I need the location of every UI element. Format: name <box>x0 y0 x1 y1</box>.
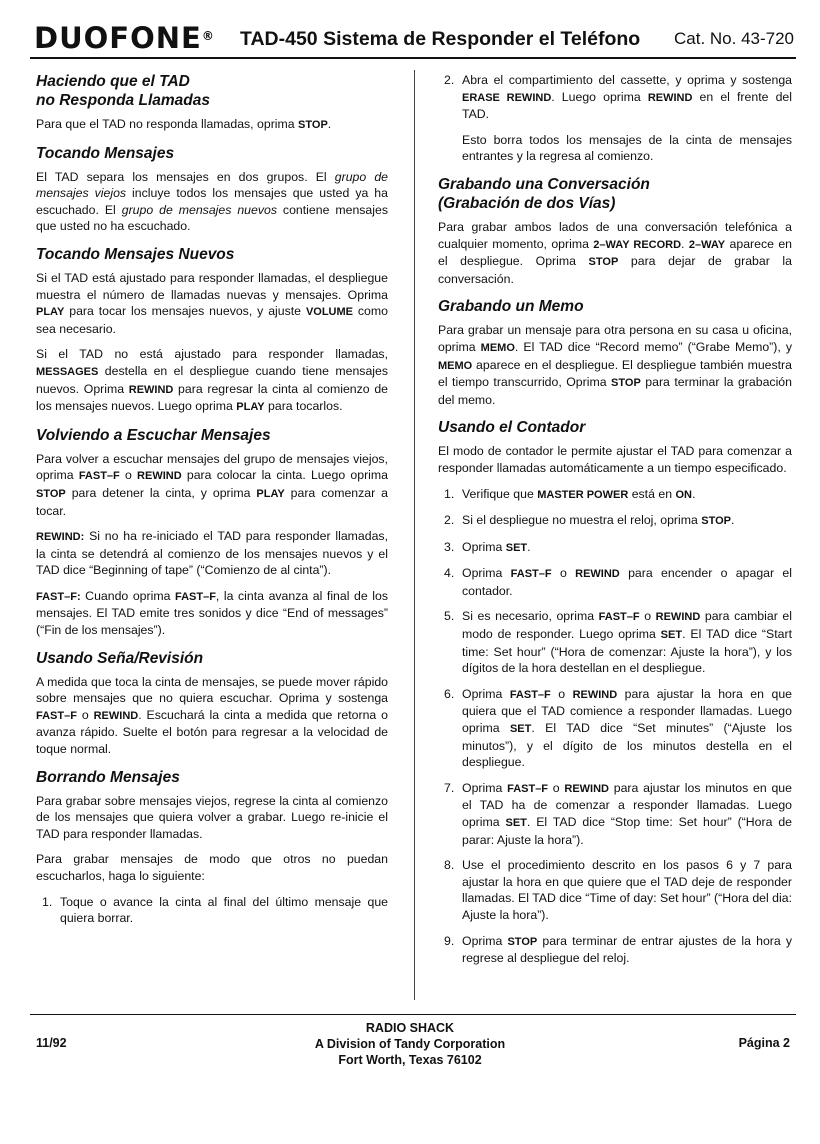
list-item: 6. Oprima FAST–F o REWIND para ajustar la hora en que quiera que el TAD comience a responder llamadas. Luego oprima SET. El TAD dice “Set minutes” (“Ajuste los minutos”), y el dígito de los minutos destella en el despliegue. <box>444 686 792 770</box>
footer-rule <box>30 1014 796 1015</box>
list-item: 5. Si es necesario, oprima FAST–F o REWIND para cambiar el modo de responder. Luego oprima SET. El TAD dice “Start time: Set hour” (“Hora de comenzar: Ajuste la hora”), y los dígitos de la hora destellan en el despliegue. <box>444 609 792 676</box>
paragraph: A medida que toca la cinta de mensajes, se puede mover rápido sobre mensajes que no quiera escuchar. Oprima y sostenga FAST–F o REWIND. Escuchará la cinta a medida que retorna o avanza rápido. Suelte el botón para regresar a la velocidad de toque normal. <box>36 674 388 757</box>
page-number: Página 2 <box>738 1036 790 1050</box>
left-column <box>36 72 388 937</box>
footer-date: 11/92 <box>36 1036 67 1050</box>
section-title: Grabando una Conversación (Grabación de dos Vías) <box>438 175 650 212</box>
steps-list <box>438 486 792 967</box>
list-item: 3. Oprima SET. <box>444 539 531 554</box>
document-title: TAD-450 Sistema de Responder el Teléfono <box>240 28 641 50</box>
catalog-number: Cat. No. 43-720 <box>673 29 794 48</box>
list-item: 2. Si el despliegue no muestra el reloj, oprima STOP. <box>444 513 735 528</box>
column-divider <box>414 70 415 1000</box>
section-new-messages <box>36 245 388 416</box>
paragraph: FAST–F: Cuando oprima FAST–F, la cinta avanza al final de los mensajes. El TAD emite tres sonidos y dice “End of messages” (“Fin de los mensajes”). <box>36 588 388 638</box>
paragraph: REWIND: Si no ha re-iniciado el TAD para responder llamadas, la cinta se detendrá al comienzo de los mensajes nuevos y el TAD dice “Beginning of tape” (“Comienzo de al cinta”). <box>36 529 388 578</box>
list-item: 2. Abra el compartimiento del cassette, y oprima y sostenga ERASE REWIND. Luego oprima REWIND en el frente del TAD. <box>444 73 792 122</box>
section-counter <box>438 418 792 966</box>
footer-company-address: Fort Worth, Texas 76102 <box>338 1053 482 1067</box>
section-title: Tocando Mensajes <box>36 144 175 162</box>
paragraph: Para grabar mensajes de modo que otros no puedan escucharlos, haga lo siguiente: <box>36 852 388 883</box>
section-cue-review <box>36 649 388 758</box>
section-no-answer <box>36 72 388 134</box>
paragraph: Si el TAD no está ajustado para responder llamadas, MESSAGES destella en el despliegue cuando tiene mensajes nuevos. Oprima REWIND para regresar la cinta al comienzo de los mensajes nuevos. Luego oprima PLAY para tocarlos. <box>36 347 388 414</box>
list-item: 8. Use el procedimiento descrito en los pasos 6 y 7 para ajustar la hora en que quiere que el TAD deje de responder llamadas. El TAD dice “Time of day: Set hour” (“Hora del dia: Ajuste la hora”). <box>444 858 792 922</box>
section-erasing-continued <box>438 72 792 165</box>
brand-name: DUOFONE <box>34 21 202 55</box>
section-title: Usando el Contador <box>438 419 586 437</box>
section-memo <box>438 297 792 408</box>
header-rule <box>30 57 796 59</box>
section-title: Grabando un Memo <box>438 298 584 316</box>
registered-mark: ® <box>201 29 215 43</box>
list-item: 1. Verifique que MASTER POWER está en ON. <box>444 486 696 501</box>
section-erasing-messages <box>36 768 388 927</box>
page-header <box>34 22 794 54</box>
section-replay-messages <box>36 426 388 639</box>
footer-company-name: RADIO SHACK <box>365 1021 455 1035</box>
paragraph: Esto borra todos los mensajes de la cinta de mensajes entrantes y la regresa al comienzo. <box>462 132 792 164</box>
list-item: 1. Toque o avance la cinta al final del último mensaje que quiera borrar. <box>42 894 388 926</box>
paragraph: Para grabar un mensaje para otra persona en su casa u oficina, oprima MEMO. El TAD dice “Record memo” (“Grabe Memo”), y MEMO aparece en el despliegue. El despliegue también muestra el tiempo transcurrido, Oprima STOP para terminar la grabación del memo. <box>438 323 792 407</box>
section-title: Haciendo que el TAD no Responda Llamadas <box>36 73 210 109</box>
right-column <box>438 72 792 977</box>
paragraph: El modo de contador le permite ajustar el TAD para comenzar a responder llamadas automáticamente a un tiempo especificado. <box>438 444 792 475</box>
section-title: Usando Seña/Revisión <box>36 649 204 667</box>
paragraph: Para grabar sobre mensajes viejos, regrese la cinta al comienzo de los mensajes que quiera volver a grabar. Luego re-inicie el TAD para responder llamadas. <box>36 793 388 841</box>
steps-list <box>438 72 792 123</box>
paragraph: Si el TAD está ajustado para responder llamadas, el despliegue muestra el número de llamadas nuevas y mensajes. Oprima PLAY para tocar los mensajes nuevos, y ajuste VOLUME como sea necesario. <box>36 270 388 336</box>
paragraph: Para que el TAD no responda llamadas, oprima STOP. <box>36 117 332 131</box>
section-two-way-record <box>438 175 792 287</box>
section-title: Borrando Mensajes <box>36 768 180 786</box>
section-title: Volviendo a Escuchar Mensajes <box>36 426 271 444</box>
footer-company-division: A Division of Tandy Corporation <box>314 1037 506 1051</box>
brand-logo <box>34 22 215 54</box>
section-title: Tocando Mensajes Nuevos <box>36 245 235 263</box>
paragraph: Para grabar ambos lados de una conversación telefónica a cualquier momento, oprima 2–WAY RECORD. 2–WAY aparece en el despliegue. Oprima STOP para dejar de grabar la conversación. <box>438 219 792 286</box>
list-item: 7. Oprima FAST–F o REWIND para ajustar los minutos en que el TAD ha de comenzar a responder llamadas. Luego oprima SET. El TAD dice “Stop time: Set hour” (“Hora de parar: Ajuste la hora”). <box>444 780 792 847</box>
paragraph: Para volver a escuchar mensajes del grupo de mensajes viejos, oprima FAST–F o REWIND para colocar la cinta. Luego oprima STOP para detener la cinta, y oprima PLAY para comenzar a tocar. <box>36 451 388 518</box>
steps-list <box>36 894 388 927</box>
list-item: 9. Oprima STOP para terminar de entrar ajustes de la hora y regrese al despliegue del reloj. <box>444 933 793 966</box>
footer-company <box>260 1020 560 1068</box>
list-item: 4. Oprima FAST–F o REWIND para encender o apagar el contador. <box>444 566 792 598</box>
paragraph: El TAD separa los mensajes en dos grupos. El grupo de mensajes viejos incluye todos los mensajes que usted ya ha escuchado. El grupo de mensajes nuevos contiene mensajes que usted no ha escuchado. <box>36 169 389 234</box>
section-playing-messages <box>36 144 388 235</box>
